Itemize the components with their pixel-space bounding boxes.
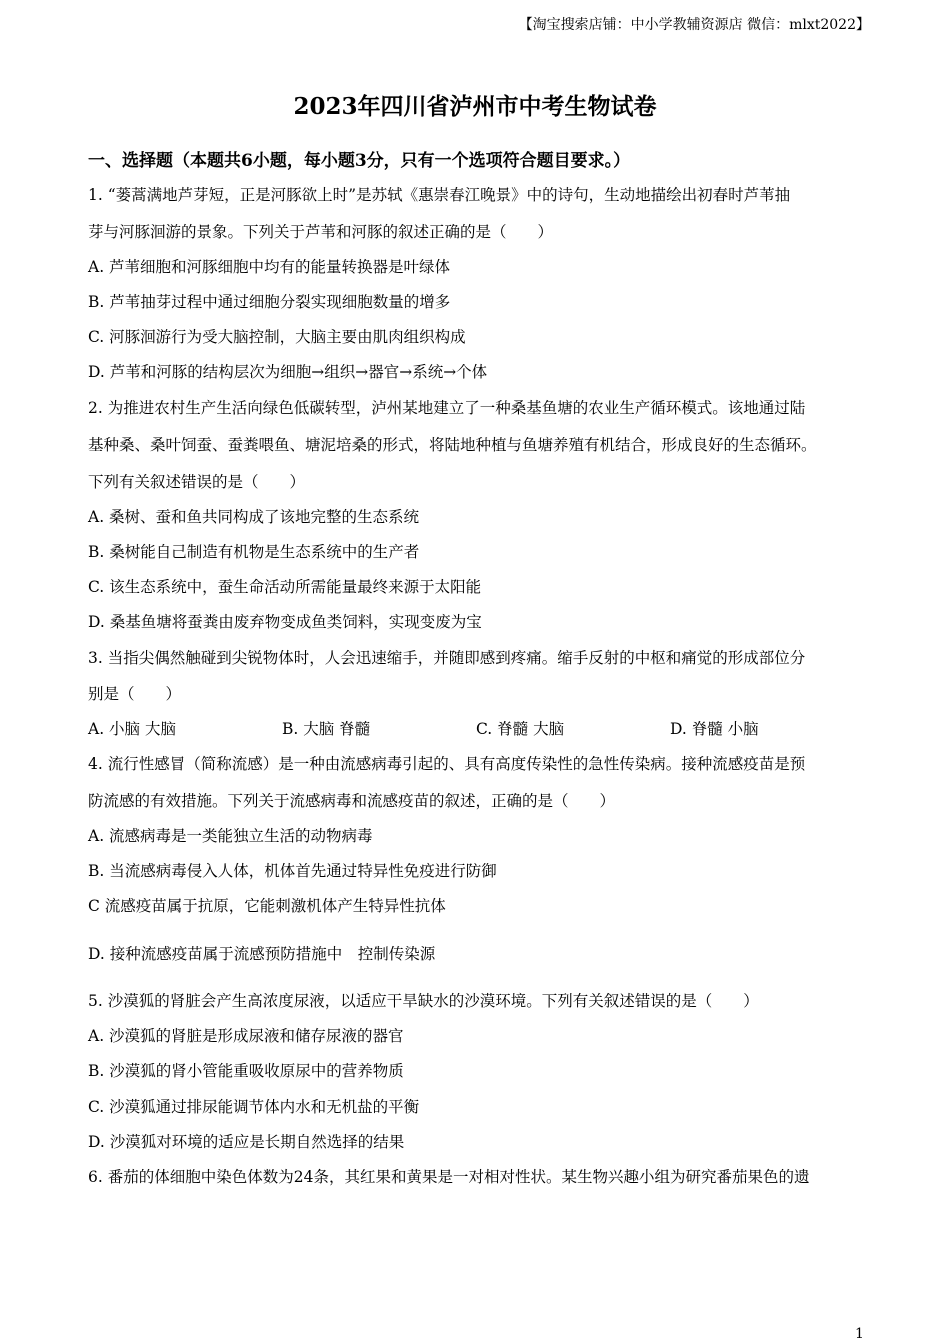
- text-line: 芽与河豚洄游的景象。下列关于芦苇和河豚的叙述正确的是（ ）: [88, 223, 554, 241]
- text-line: B. 桑树能自己制造有机物是生态系统中的生产者: [88, 543, 420, 561]
- text-line: B. 沙漠狐的肾小管能重吸收原尿中的营养物质: [88, 1062, 404, 1080]
- text-line: A. 芦苇细胞和河豚细胞中均有的能量转换器是叶绿体: [88, 258, 451, 276]
- text-line: 1. “蒌蒿满地芦芽短，正是河豚欲上时”是苏轼《惠崇春江晚景》中的诗句，生动地描绘出初春时芦苇抽: [88, 186, 791, 204]
- text-line: C. 沙漠狐通过排尿能调节体内水和无机盐的平衡: [88, 1098, 420, 1116]
- page-number: 1: [855, 1326, 864, 1342]
- q3-option-c: C. 脊髓 大脑: [476, 720, 565, 738]
- text-line: A. 桑树、蚕和鱼共同构成了该地完整的生态系统: [88, 508, 420, 526]
- header-note: 【淘宝搜索店铺：中小学教辅资源店 微信：mlxt2022】: [518, 17, 870, 33]
- text-line: C 流感疫苗属于抗原，它能刺激机体产生特异性抗体: [88, 897, 446, 915]
- q3-option-a: A. 小脑 大脑: [88, 720, 176, 738]
- text-line: A. 流感病毒是一类能独立生活的动物病毒: [88, 827, 373, 845]
- text-line: D. 沙漠狐对环境的适应是长期自然选择的结果: [88, 1133, 405, 1151]
- q3-option-d: D. 脊髓 小脑: [670, 720, 759, 738]
- text-line: C. 河豚洄游行为受大脑控制，大脑主要由肌肉组织构成: [88, 328, 466, 346]
- text-line: 防流感的有效措施。下列关于流感病毒和流感疫苗的叙述，正确的是（ ）: [88, 792, 616, 810]
- text-line: B. 芦苇抽芽过程中通过细胞分裂实现细胞数量的增多: [88, 293, 451, 311]
- text-line: 6. 番茄的体细胞中染色体数为24条，其红果和黄果是一对相对性状。某生物兴趣小组为研究番茄果色的遗: [88, 1168, 810, 1186]
- text-line: 基种桑、桑叶饲蚕、蚕粪喂鱼、塘泥培桑的形式，将陆地种植与鱼塘养殖有机结合，形成良好的生态循环。: [88, 436, 817, 454]
- text-line: D. 桑基鱼塘将蚕粪由废弃物变成鱼类饲料，实现变废为宝: [88, 613, 482, 631]
- q3-option-b: B. 大脑 脊髓: [282, 720, 371, 738]
- text-line: 4. 流行性感冒（简称流感）是一种由流感病毒引起的、具有高度传染性的急性传染病。接种流感疫苗是预: [88, 755, 806, 773]
- text-line: 下列有关叙述错误的是（ ）: [88, 473, 306, 491]
- text-line: 2. 为推进农村生产生活向绿色低碳转型，泸州某地建立了一种桑基鱼塘的农业生产循环模式。该地通过陆: [88, 399, 806, 417]
- text-line: 5. 沙漠狐的肾脏会产生高浓度尿液，以适应干旱缺水的沙漠环境。下列有关叙述错误的是（ ）: [88, 992, 759, 1010]
- text-line: 别是（ ）: [88, 685, 182, 703]
- text-line: D. 接种流感疫苗属于流感预防措施中 控制传染源: [88, 945, 436, 963]
- text-line: D. 芦苇和河豚的结构层次为细胞→组织→器官→系统→个体: [88, 363, 488, 381]
- text-line: C. 该生态系统中，蚕生命活动所需能量最终来源于太阳能: [88, 578, 482, 596]
- page-title: 2023年四川省泸州市中考生物试卷: [293, 93, 657, 120]
- text-line: A. 沙漠狐的肾脏是形成尿液和储存尿液的器官: [88, 1027, 404, 1045]
- text-line: 3. 当指尖偶然触碰到尖锐物体时，人会迅速缩手，并随即感到疼痛。缩手反射的中枢和痛觉的形成部位分: [88, 649, 806, 667]
- text-line: B. 当流感病毒侵入人体，机体首先通过特异性免疫进行防御: [88, 862, 497, 880]
- section-heading: 一、选择题（本题共6小题，每小题3分，只有一个选项符合题目要求。）: [88, 151, 631, 171]
